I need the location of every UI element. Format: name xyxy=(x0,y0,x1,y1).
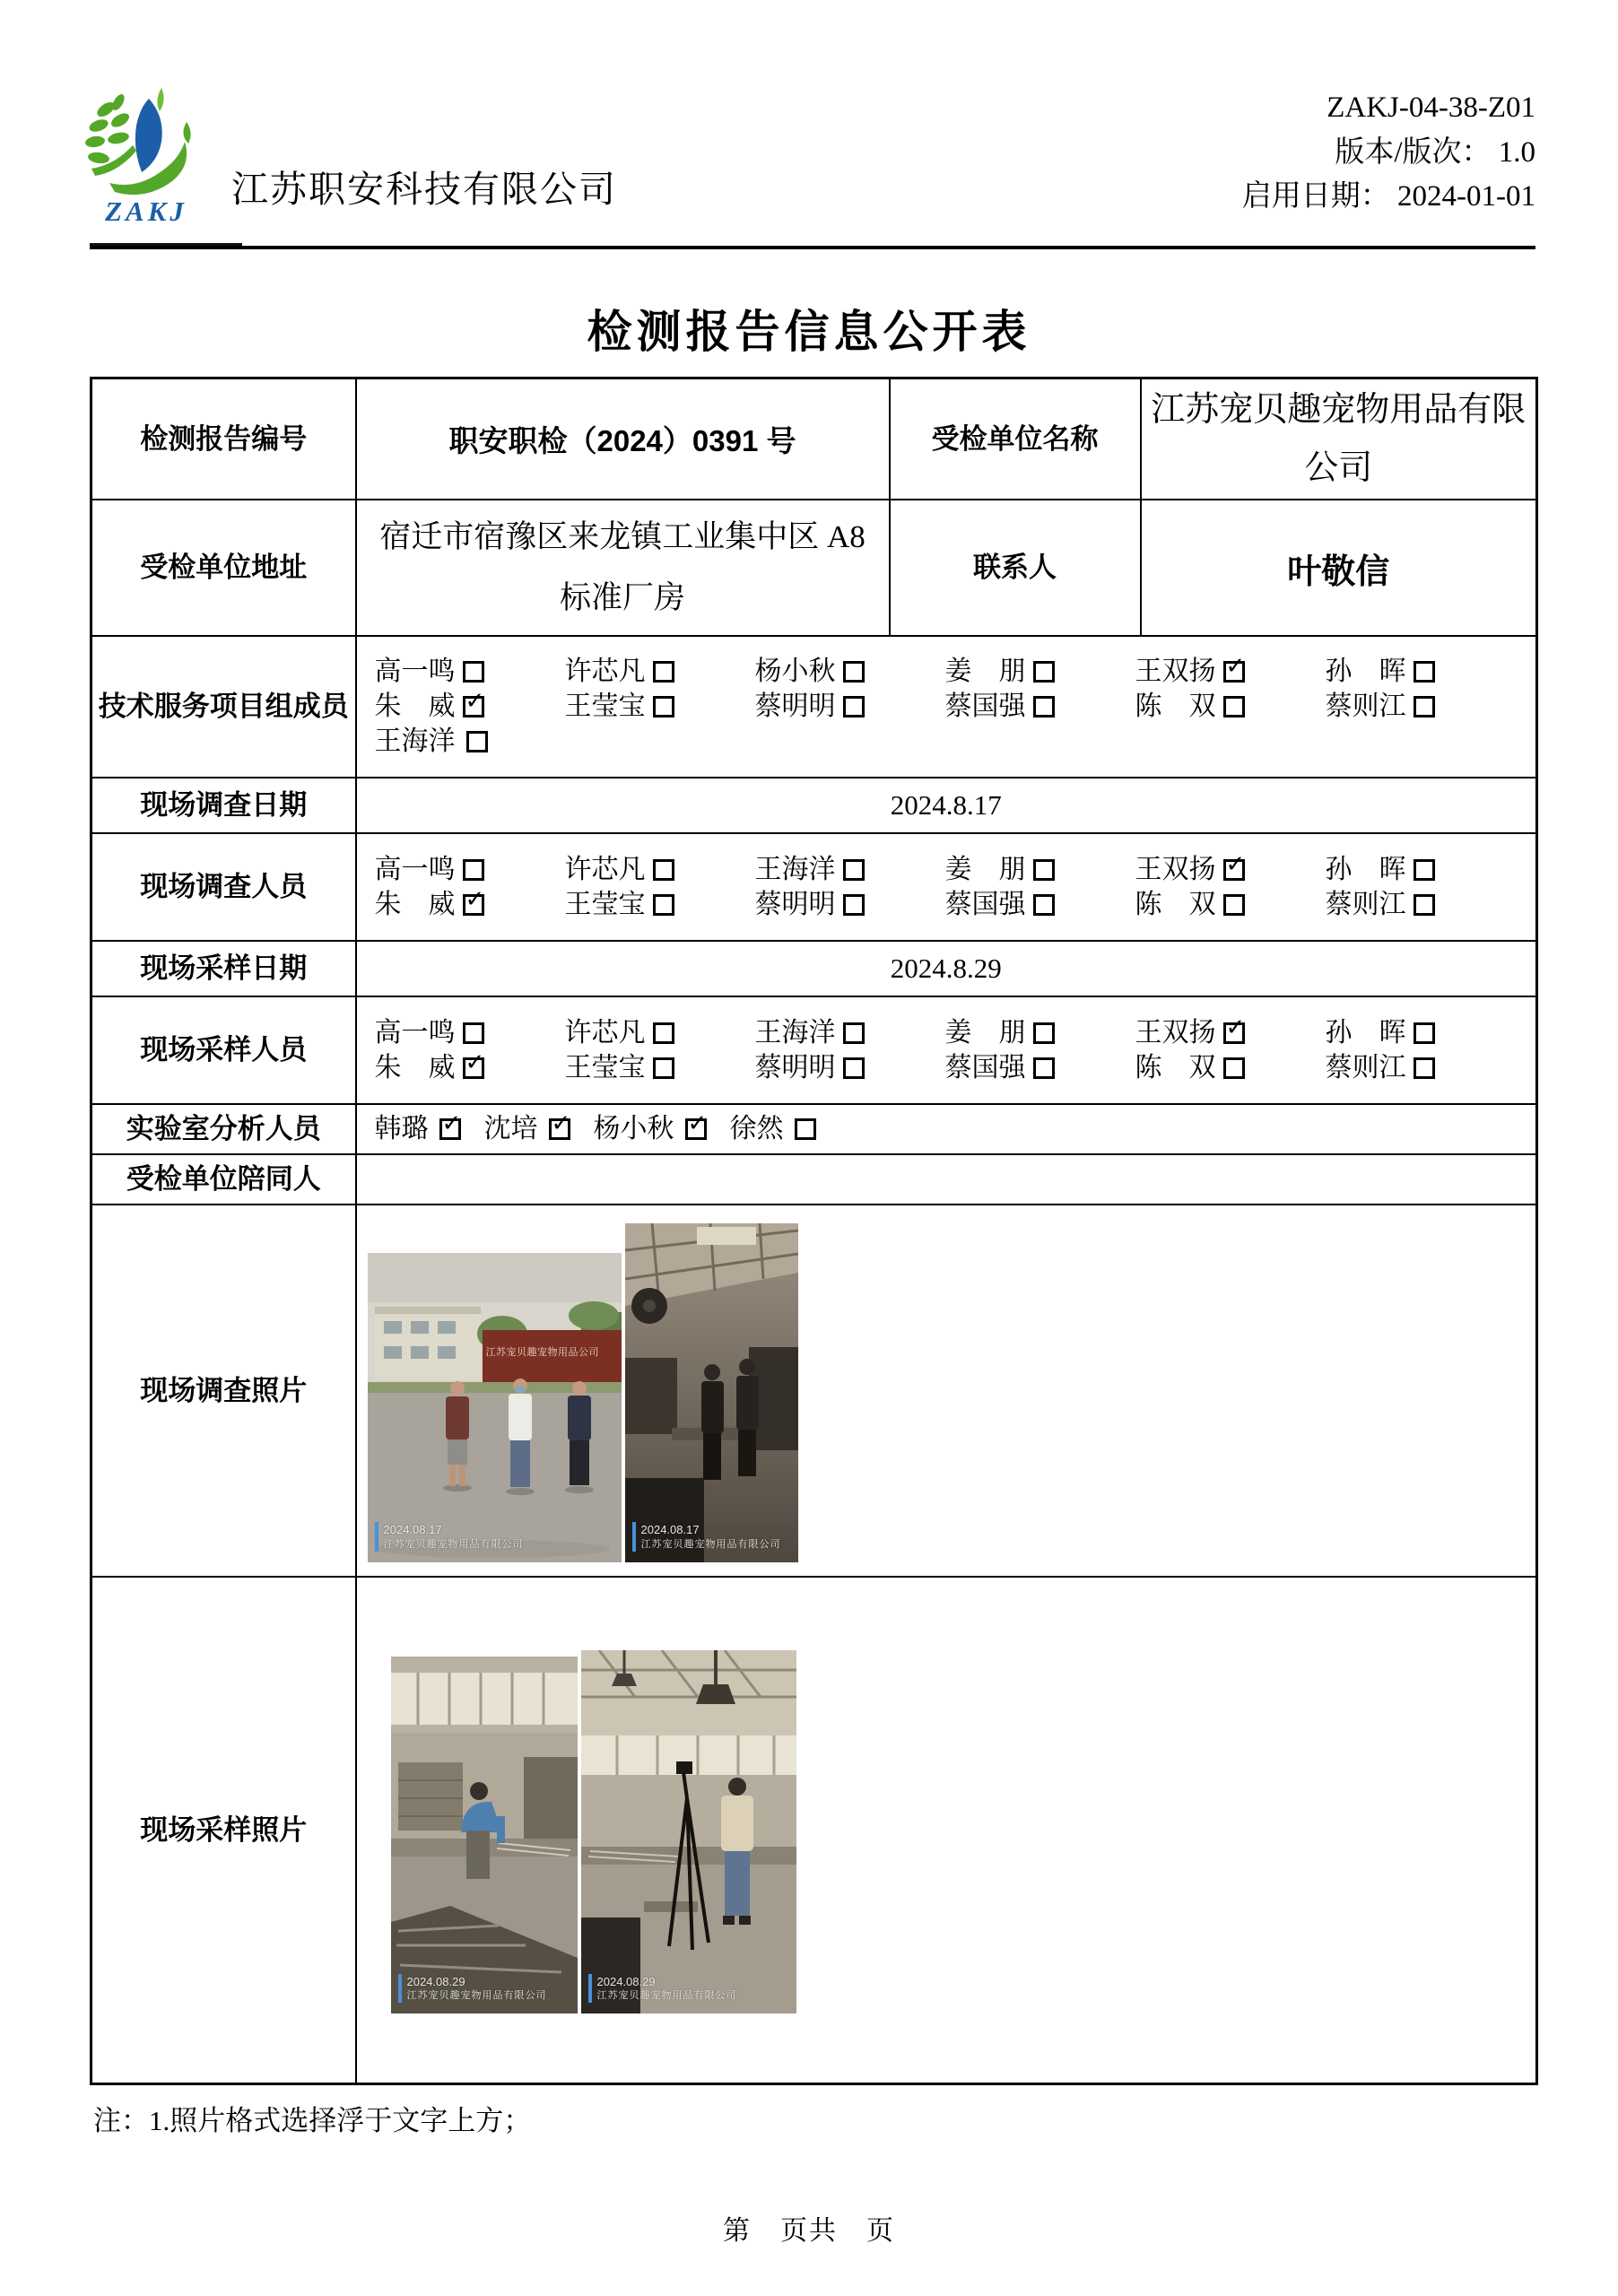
member-name: 许芯凡 xyxy=(564,1017,646,1048)
member-option xyxy=(374,1052,565,1083)
member-name: 蔡明明 xyxy=(754,1052,836,1083)
company-logo xyxy=(70,83,222,244)
checkbox-unchecked-icon xyxy=(653,894,674,916)
watermark-date: 2024.08.29 xyxy=(596,1974,656,1988)
member-name: 孙 晖 xyxy=(1325,1017,1406,1048)
member-name: 王海洋 xyxy=(754,1017,836,1048)
member-name: 朱 威 xyxy=(374,691,456,722)
member-option xyxy=(1326,658,1516,685)
sampling-photo-label: 现场采样照片 xyxy=(91,1577,356,2083)
contact-value: 叶敬信 xyxy=(1141,500,1537,636)
contact-label: 联系人 xyxy=(890,500,1141,636)
worker-at-bench-photo-illustration xyxy=(391,1657,578,2013)
survey-photo-label: 现场调查照片 xyxy=(91,1205,356,1577)
document-meta xyxy=(1242,86,1535,220)
member-name: 蔡则江 xyxy=(1325,889,1406,919)
member-name: 蔡则江 xyxy=(1325,1052,1406,1083)
member-name: 蔡国强 xyxy=(944,691,1026,722)
report-no-value: 职安职检（2024）0391 号 xyxy=(356,378,890,500)
member-name: 陈 双 xyxy=(1135,691,1216,722)
member-option xyxy=(755,693,945,720)
member-option xyxy=(945,891,1135,918)
page-footer: 第 页共 页 xyxy=(723,2216,895,2246)
member-name: 姜 朋 xyxy=(944,1017,1026,1048)
survey-photo-1 xyxy=(368,1253,622,1562)
member-name: 王海洋 xyxy=(754,854,836,884)
member-option xyxy=(1135,1052,1326,1083)
address-label: 受检单位地址 xyxy=(91,500,356,636)
member-option xyxy=(944,854,1135,884)
form-content xyxy=(90,377,1535,2138)
member-option xyxy=(944,1052,1135,1083)
checkbox-unchecked-icon xyxy=(466,731,488,752)
member-option xyxy=(564,854,755,884)
checkbox-unchecked-icon xyxy=(653,696,674,718)
header-rule xyxy=(90,246,1535,249)
tripod-measurement-photo-illustration xyxy=(581,1650,796,2013)
member-option xyxy=(754,1052,945,1083)
member-option xyxy=(375,1116,461,1143)
table-row xyxy=(91,1104,1537,1154)
table-row xyxy=(91,1205,1537,1577)
watermark-date: 2024.08.17 xyxy=(640,1523,700,1537)
checkbox-checked-icon xyxy=(463,894,484,916)
sampling-photo-cell xyxy=(356,1577,1537,2083)
member-row xyxy=(362,854,1531,884)
member-name: 朱 威 xyxy=(374,1052,456,1083)
table-row xyxy=(91,1577,1537,2083)
checkbox-checked-icon xyxy=(463,1057,484,1079)
checkbox-unchecked-icon xyxy=(1033,1057,1055,1079)
member-option xyxy=(594,1116,707,1143)
member-option xyxy=(1135,1017,1326,1048)
member-name: 韩璐 xyxy=(374,1114,429,1144)
member-option xyxy=(375,693,565,720)
photo-watermark xyxy=(375,1522,524,1551)
logo-graphic xyxy=(79,83,213,201)
member-option xyxy=(375,891,565,918)
checkbox-checked-icon xyxy=(549,1118,570,1140)
info-table xyxy=(90,377,1538,2085)
member-name: 高一鸣 xyxy=(374,1017,456,1048)
survey-photo-strip xyxy=(362,1209,1531,1573)
member-option xyxy=(1135,854,1326,884)
checkbox-unchecked-icon xyxy=(1033,894,1055,916)
watermark-date: 2024.08.29 xyxy=(406,1974,465,1988)
checkbox-unchecked-icon xyxy=(1223,696,1245,718)
checkbox-unchecked-icon xyxy=(1414,859,1435,881)
survey-date-value: 2024.8.17 xyxy=(356,778,1537,833)
checkbox-checked-icon xyxy=(685,1118,707,1140)
member-row xyxy=(362,1052,1531,1083)
checkbox-unchecked-icon xyxy=(1033,859,1055,881)
checkbox-checked-icon xyxy=(439,1118,461,1140)
page-header xyxy=(0,0,1618,251)
table-row xyxy=(91,1154,1537,1205)
sampling-staff-cell xyxy=(356,996,1537,1104)
survey-photo-2 xyxy=(625,1223,798,1562)
member-name: 姜 朋 xyxy=(944,854,1026,884)
member-name: 沈培 xyxy=(483,1114,538,1144)
factory-interior-photo-illustration xyxy=(625,1223,798,1562)
member-option xyxy=(754,854,945,884)
watermark-company: 江苏宠贝趣宠物用品有限公司 xyxy=(383,1538,524,1550)
member-option xyxy=(564,1052,755,1083)
factory-sign-text: 江苏宠贝趣宠物用品公司 xyxy=(485,1346,599,1358)
member-option xyxy=(945,658,1135,685)
checkbox-unchecked-icon xyxy=(843,661,865,683)
table-row xyxy=(91,996,1537,1104)
checkbox-checked-icon xyxy=(1223,661,1245,683)
checkbox-unchecked-icon xyxy=(843,859,865,881)
survey-staff-cell xyxy=(356,833,1537,941)
team-label: 技术服务项目组成员 xyxy=(91,636,356,778)
member-option xyxy=(565,658,755,685)
page-title: 检测报告信息公开表 xyxy=(587,307,1031,357)
footnote: 注：1.照片格式选择浮于文字上方； xyxy=(93,2104,532,2136)
member-row xyxy=(362,1116,1531,1143)
member-name: 许芯凡 xyxy=(564,657,646,687)
checkbox-unchecked-icon xyxy=(843,696,865,718)
member-name: 王莹宝 xyxy=(564,889,646,919)
member-option xyxy=(1135,658,1326,685)
member-name: 陈 双 xyxy=(1135,889,1216,919)
member-name: 陈 双 xyxy=(1135,1052,1216,1083)
member-name: 王莹宝 xyxy=(564,1052,646,1083)
checkbox-checked-icon xyxy=(1223,1022,1245,1044)
member-option xyxy=(374,854,565,884)
checkbox-unchecked-icon xyxy=(1414,894,1435,916)
watermark-company: 江苏宠贝趣宠物用品有限公司 xyxy=(406,1990,547,2002)
logo-text: ZAKJ xyxy=(105,196,187,227)
checkbox-unchecked-icon xyxy=(653,1057,674,1079)
member-row xyxy=(362,1017,1531,1048)
member-name: 蔡明明 xyxy=(754,691,836,722)
checkbox-unchecked-icon xyxy=(1033,1022,1055,1044)
table-row xyxy=(91,833,1537,941)
doc-number: ZAKJ-04-38-Z01 xyxy=(1327,91,1535,124)
member-name: 朱 威 xyxy=(374,889,456,919)
member-name: 王莹宝 xyxy=(564,691,646,722)
member-name: 姜 朋 xyxy=(944,657,1026,687)
member-row xyxy=(362,693,1531,720)
checkbox-unchecked-icon xyxy=(463,1022,484,1044)
sampling-photo-strip xyxy=(362,1636,1531,2024)
checkbox-unchecked-icon xyxy=(1414,696,1435,718)
accompany-label: 受检单位陪同人 xyxy=(91,1154,356,1205)
member-option xyxy=(755,891,945,918)
accompany-value xyxy=(356,1154,1537,1205)
member-name: 孙 晖 xyxy=(1325,854,1406,884)
survey-photo-cell xyxy=(356,1205,1537,1577)
table-row xyxy=(91,500,1537,636)
checkbox-unchecked-icon xyxy=(1033,696,1055,718)
member-name: 高一鸣 xyxy=(374,657,456,687)
member-option xyxy=(484,1116,570,1143)
member-option xyxy=(375,728,488,755)
member-name: 徐然 xyxy=(729,1114,784,1144)
survey-date-label: 现场调查日期 xyxy=(91,778,356,833)
inspected-unit-value: 江苏宠贝趣宠物用品有限公司 xyxy=(1141,378,1537,500)
member-name: 高一鸣 xyxy=(374,854,456,884)
member-name: 蔡国强 xyxy=(944,1052,1026,1083)
checkbox-checked-icon xyxy=(1223,859,1245,881)
member-option xyxy=(755,658,945,685)
member-option xyxy=(754,1017,945,1048)
member-name: 蔡国强 xyxy=(944,889,1026,919)
photo-watermark xyxy=(632,1522,781,1551)
sampling-staff-label: 现场采样人员 xyxy=(91,996,356,1104)
checkbox-unchecked-icon xyxy=(463,661,484,683)
checkbox-checked-icon xyxy=(463,696,484,718)
watermark-company: 江苏宠贝趣宠物用品有限公司 xyxy=(596,1990,737,2002)
member-name: 杨小秋 xyxy=(593,1114,674,1144)
checkbox-unchecked-icon xyxy=(1414,661,1435,683)
lab-staff-label: 实验室分析人员 xyxy=(91,1104,356,1154)
member-option xyxy=(944,1017,1135,1048)
team-members-cell xyxy=(356,636,1537,778)
member-name: 王海洋 xyxy=(374,726,456,757)
watermark-date: 2024.08.17 xyxy=(383,1523,442,1537)
member-option xyxy=(374,1017,565,1048)
inspected-unit-label: 受检单位名称 xyxy=(890,378,1141,500)
sampling-photo-1 xyxy=(391,1657,578,2013)
table-row xyxy=(91,378,1537,500)
version-line: 版本/版次： 1.0 xyxy=(1335,135,1535,169)
member-name: 蔡明明 xyxy=(754,889,836,919)
member-option xyxy=(945,693,1135,720)
checkbox-unchecked-icon xyxy=(653,1022,674,1044)
member-option xyxy=(1326,891,1516,918)
factory-exterior-photo-illustration xyxy=(368,1253,622,1562)
member-name: 王双扬 xyxy=(1135,1017,1216,1048)
member-option xyxy=(1325,854,1516,884)
sampling-date-label: 现场采样日期 xyxy=(91,941,356,996)
checkbox-unchecked-icon xyxy=(795,1118,816,1140)
member-row xyxy=(362,728,1531,755)
member-option xyxy=(1326,693,1516,720)
member-option xyxy=(375,658,565,685)
sampling-date-value: 2024.8.29 xyxy=(356,941,1537,996)
watermark-company: 江苏宠贝趣宠物用品有限公司 xyxy=(640,1538,781,1550)
checkbox-unchecked-icon xyxy=(1033,661,1055,683)
checkbox-unchecked-icon xyxy=(653,661,674,683)
member-name: 蔡则江 xyxy=(1325,691,1406,722)
member-option xyxy=(1325,1052,1516,1083)
checkbox-unchecked-icon xyxy=(1223,894,1245,916)
checkbox-unchecked-icon xyxy=(653,859,674,881)
checkbox-unchecked-icon xyxy=(843,1057,865,1079)
member-option xyxy=(564,1017,755,1048)
checkbox-unchecked-icon xyxy=(1414,1057,1435,1079)
effective-date-line: 启用日期： 2024-01-01 xyxy=(1241,180,1535,213)
report-no-label: 检测报告编号 xyxy=(91,378,356,500)
member-row xyxy=(362,891,1531,918)
checkbox-unchecked-icon xyxy=(843,1022,865,1044)
photo-watermark xyxy=(588,1974,737,2003)
member-option xyxy=(730,1116,816,1143)
member-option xyxy=(565,693,755,720)
member-name: 王双扬 xyxy=(1135,854,1216,884)
member-option xyxy=(1325,1017,1516,1048)
survey-staff-label: 现场调查人员 xyxy=(91,833,356,941)
member-option xyxy=(565,891,755,918)
sampling-photo-2 xyxy=(581,1650,796,2013)
address-value: 宿迁市宿豫区来龙镇工业集中区 A8 标准厂房 xyxy=(356,500,890,636)
member-option xyxy=(1135,693,1326,720)
photo-watermark xyxy=(398,1974,547,2003)
lab-staff-cell xyxy=(356,1104,1537,1154)
member-name: 许芯凡 xyxy=(564,854,646,884)
member-name: 孙 晖 xyxy=(1325,657,1406,687)
table-row xyxy=(91,778,1537,833)
checkbox-unchecked-icon xyxy=(843,894,865,916)
table-row xyxy=(91,636,1537,778)
member-name: 王双扬 xyxy=(1135,657,1216,687)
member-name: 杨小秋 xyxy=(754,657,836,687)
company-name: 江苏职安科技有限公司 xyxy=(231,169,617,210)
checkbox-unchecked-icon xyxy=(1223,1057,1245,1079)
member-row xyxy=(362,658,1531,685)
member-option xyxy=(1135,891,1326,918)
checkbox-unchecked-icon xyxy=(463,859,484,881)
table-row xyxy=(91,941,1537,996)
checkbox-unchecked-icon xyxy=(1414,1022,1435,1044)
